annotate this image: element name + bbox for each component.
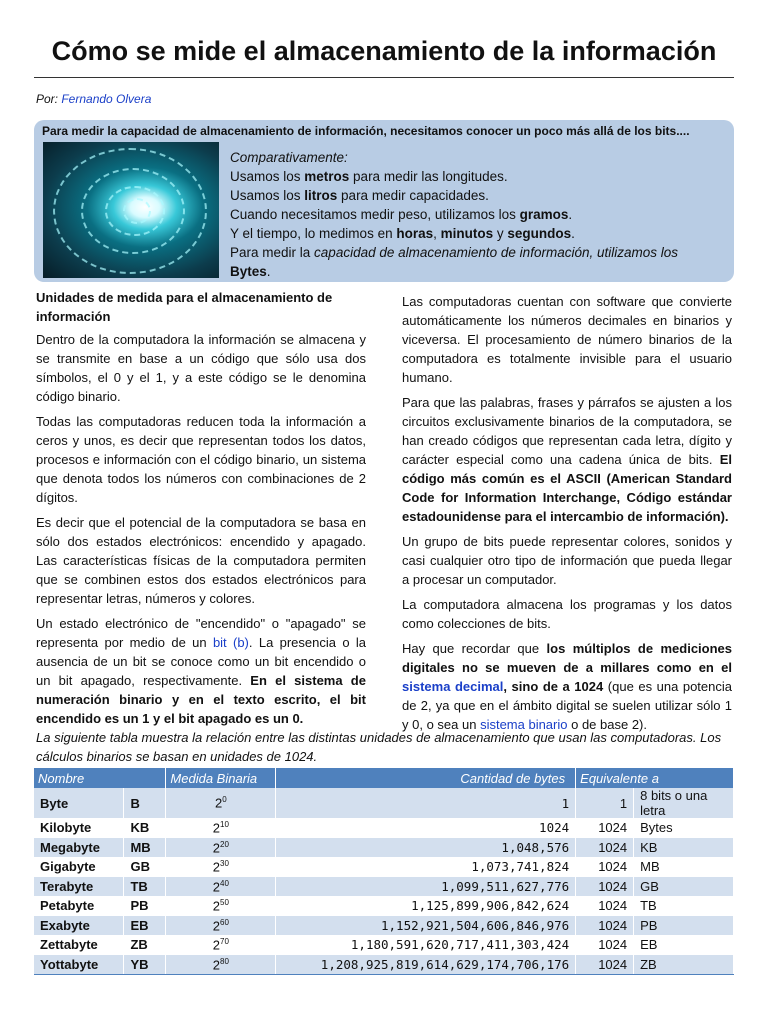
unit-name: Megabyte xyxy=(34,838,124,858)
right-paragraph-2: Para que las palabras, frases y párrafos se ajusten a los circuitos exclusivamente binarios de la computadora, se han creado códigos que representan cada letra, dígito y carácter especial como una cadena única de bits. El código más común es el ASCII (American Standard Code for Information Interchange, Código estándar estadounidense para el intercambio de información). xyxy=(402,395,732,524)
byte-count: 1 xyxy=(276,788,576,818)
intro-line-tiempo: Y el tiempo, lo medimos en horas, minutos y segundos. xyxy=(230,226,575,241)
byte-count: 1024 xyxy=(276,818,576,838)
table-row xyxy=(34,838,734,858)
equivalent-unit: 8 bits o una letra xyxy=(634,788,734,818)
binary-power: $2^{50}$ xyxy=(166,896,276,916)
binary-power: $2^0$ xyxy=(166,788,276,818)
bit-link[interactable]: bit (b) xyxy=(212,635,249,650)
intro-box xyxy=(34,120,734,282)
binary-power: $2^{60}$ xyxy=(166,916,276,936)
unit-name: Gigabyte xyxy=(34,857,124,877)
intro-heading: Para medir la capacidad de almacenamiento de información, necesitamos conocer un poco más allá de los bits.... xyxy=(42,124,690,138)
equivalent-number: 1024 xyxy=(576,838,634,858)
equivalent-unit: Bytes xyxy=(634,818,734,838)
intro-comparatively: Comparativamente: xyxy=(230,150,348,165)
table-row xyxy=(34,896,734,916)
left-column xyxy=(36,288,366,734)
unit-symbol: GB xyxy=(124,857,166,877)
equivalent-number: 1024 xyxy=(576,818,634,838)
binary-power: $2^{80}$ xyxy=(166,955,276,975)
equivalent-number: 1024 xyxy=(576,857,634,877)
title-divider xyxy=(34,77,734,78)
header-equiv: Equivalente a xyxy=(576,768,734,788)
unit-name: Yottabyte xyxy=(34,955,124,975)
binary-power: $2^{30}$ xyxy=(166,857,276,877)
equivalent-unit: TB xyxy=(634,896,734,916)
unit-name: Exabyte xyxy=(34,916,124,936)
right-paragraph-3: Un grupo de bits puede representar colores, sonidos y casi cualquier otro tipo de información que pueda llegar a procesar un computador. xyxy=(402,534,732,587)
byte-count: 1,152,921,504,606,846,976 xyxy=(276,916,576,936)
author-link[interactable]: Fernando Olvera xyxy=(61,92,152,106)
unit-symbol: B xyxy=(124,788,166,818)
byte-count: 1,125,899,906,842,624 xyxy=(276,896,576,916)
equivalent-unit: GB xyxy=(634,877,734,897)
table-row xyxy=(34,818,734,838)
left-paragraph-2: Todas las computadoras reducen toda la información a ceros y unos, es decir que representan todos los datos, procesos e información con el código binario, un sistema que denota todos los números con combinaciones de 2 dígitos. xyxy=(36,414,366,505)
byte-count: 1,208,925,819,614,629,174,706,176 xyxy=(276,955,576,975)
table-row xyxy=(34,857,734,877)
equivalent-unit: KB xyxy=(634,838,734,858)
unit-symbol: EB xyxy=(124,916,166,936)
left-paragraph-4: Un estado electrónico de "encendido" o "apagado" se representa por medio de un bit (b). La presencia o la ausencia de un bit se conoce como un bit encendido o un bit apagado, respectivamente. En el sistema de numeración binario y en el texto escrito, el bit encendido es un 1 y el bit apagado es un 0. xyxy=(36,616,367,726)
byline xyxy=(36,92,151,106)
right-paragraph-1: Las computadoras cuentan con software que convierte automáticamente los números decimales en binarios y viceversa. El procesamiento de número binarios de la computadora es totalmente invisible para el usuario humano. xyxy=(402,294,732,385)
sistema-decimal-link[interactable]: sistema decimal xyxy=(402,679,504,694)
table-row xyxy=(34,935,734,955)
right-column xyxy=(402,292,732,740)
unit-symbol: ZB xyxy=(124,935,166,955)
binary-power: $2^{70}$ xyxy=(166,935,276,955)
equivalent-number: 1 xyxy=(576,788,634,818)
sistema-binario-link[interactable]: sistema binario xyxy=(480,717,568,732)
left-paragraph-1: Dentro de la computadora la información se almacena y se transmite en base a un código que sólo usa dos símbolos, el 0 y el 1, y a este código se le denomina código binario. xyxy=(36,332,366,404)
equivalent-unit: PB xyxy=(634,916,734,936)
byte-count: 1,048,576 xyxy=(276,838,576,858)
table-row xyxy=(34,916,734,936)
equivalent-unit: ZB xyxy=(634,955,734,975)
header-name: Nombre xyxy=(34,768,166,788)
byline-prefix: Por: xyxy=(36,92,62,106)
equivalent-number: 1024 xyxy=(576,896,634,916)
table-header-row xyxy=(34,768,734,788)
byte-count: 1,099,511,627,776 xyxy=(276,877,576,897)
unit-name: Petabyte xyxy=(34,896,124,916)
unit-name: Zettabyte xyxy=(34,935,124,955)
intro-line-bytes: Bytes. xyxy=(230,264,271,279)
table-row xyxy=(34,788,734,818)
binary-power: $2^{40}$ xyxy=(166,877,276,897)
unit-symbol: KB xyxy=(124,818,166,838)
header-binary: Medida Binaria xyxy=(166,768,276,788)
binary-tunnel-image xyxy=(43,142,219,278)
unit-name: Byte xyxy=(34,788,124,818)
equivalent-unit: MB xyxy=(634,857,734,877)
unit-name: Terabyte xyxy=(34,877,124,897)
storage-units-table xyxy=(34,768,734,975)
binary-power: $2^{10}$ xyxy=(166,818,276,838)
equivalent-number: 1024 xyxy=(576,935,634,955)
intro-line-litros: Usamos los litros para medir capacidades. xyxy=(230,188,489,203)
table-row xyxy=(34,877,734,897)
unit-symbol: YB xyxy=(124,955,166,975)
equivalent-number: 1024 xyxy=(576,916,634,936)
right-paragraph-5: Hay que recordar que los múltiplos de mediciones digitales no se mueven de a millares como en el sistema decimal, sino de a 1024 (que es una potencia de 2, ya que en el ámbito digital se suelen utilizar sólo 1 y 0, o sea un sistema binario o de base 2). xyxy=(402,641,732,732)
equivalent-number: 1024 xyxy=(576,955,634,975)
intro-line-metros: Usamos los metros para medir las longitudes. xyxy=(230,169,508,184)
table-caption: La siguiente tabla muestra la relación entre las distintas unidades de almacenamiento que usan las computadoras. Los cálculos binarios se basan en unidades de 1024. xyxy=(36,730,722,764)
unit-symbol: MB xyxy=(124,838,166,858)
equivalent-unit: EB xyxy=(634,935,734,955)
left-paragraph-3: Es decir que el potencial de la computadora se basa en sólo dos estados electrónicos: encendido y apagado. Las características físicas de la computadora permiten que se combinen estos dos estados electrónicos para representar letras, números y colores. xyxy=(36,515,366,606)
unit-symbol: PB xyxy=(124,896,166,916)
intro-line-capacidad: Para medir la capacidad de almacenamiento de información, utilizamos los xyxy=(230,245,678,260)
intro-text xyxy=(230,148,726,281)
intro-line-gramos: Cuando necesitamos medir peso, utilizamos los gramos. xyxy=(230,207,573,222)
header-bytes: Cantidad de bytes xyxy=(276,768,576,788)
section-title: Unidades de medida para el almacenamiento de información xyxy=(36,290,333,324)
table-row xyxy=(34,955,734,975)
byte-count: 1,180,591,620,717,411,303,424 xyxy=(276,935,576,955)
binary-power: $2^{20}$ xyxy=(166,838,276,858)
byte-count: 1,073,741,824 xyxy=(276,857,576,877)
right-paragraph-4: La computadora almacena los programas y los datos como colecciones de bits. xyxy=(402,597,732,631)
equivalent-number: 1024 xyxy=(576,877,634,897)
unit-symbol: TB xyxy=(124,877,166,897)
unit-name: Kilobyte xyxy=(34,818,124,838)
page-title: Cómo se mide el almacenamiento de la información xyxy=(51,36,717,66)
